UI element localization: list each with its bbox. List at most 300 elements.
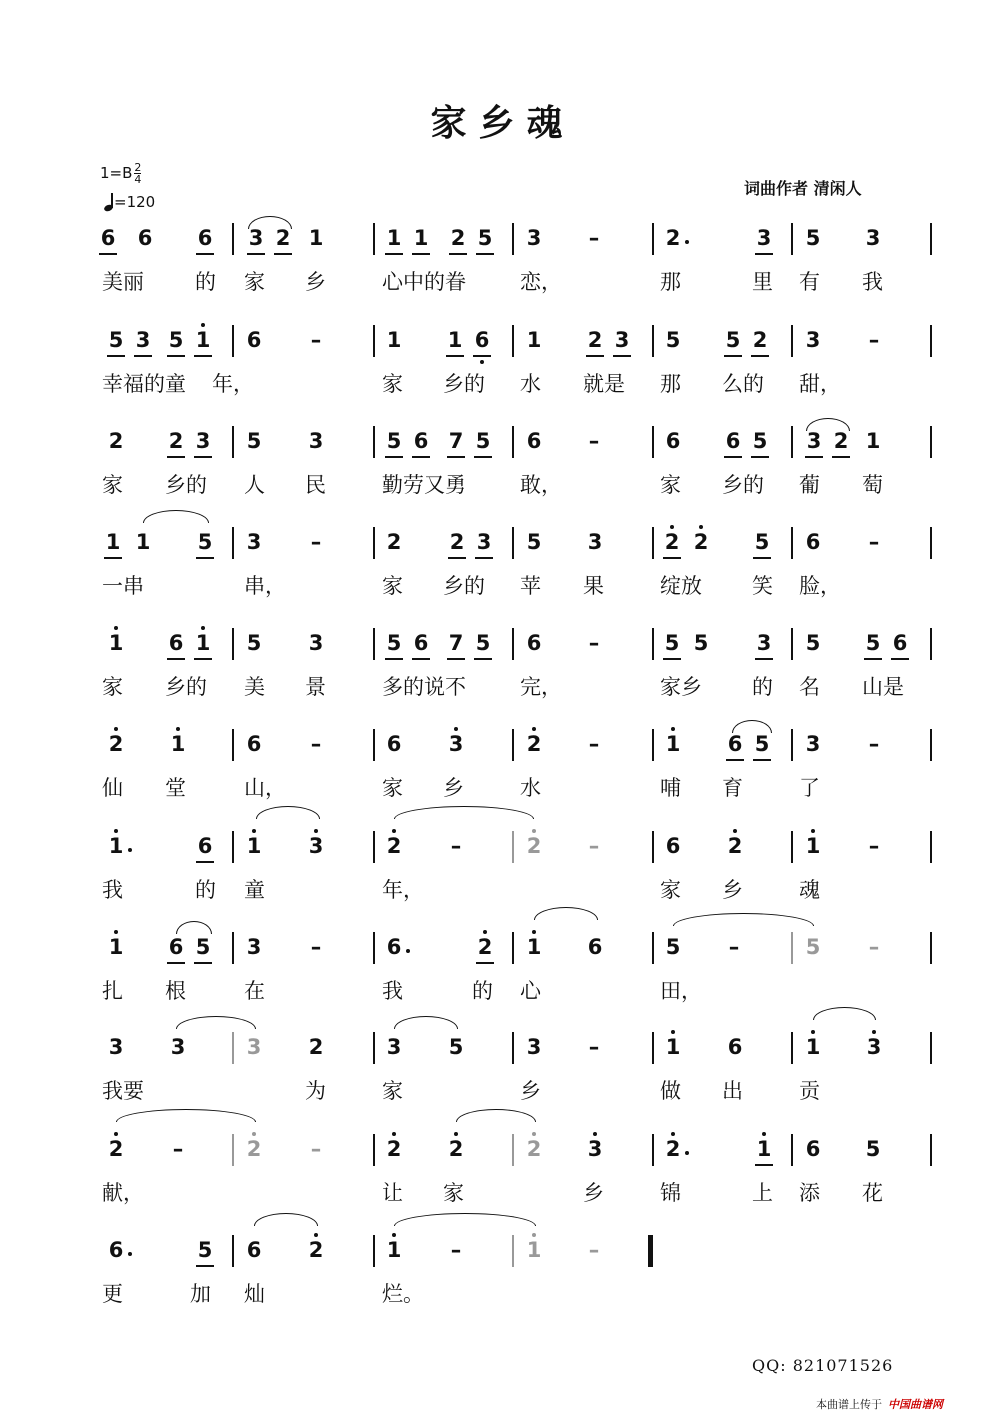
underline (753, 759, 771, 761)
note: 2 (450, 226, 466, 250)
underline (476, 253, 494, 255)
lyric: 添 (799, 1181, 820, 1205)
underline (726, 759, 744, 761)
upload-text: 本曲谱上传于 (816, 1398, 882, 1411)
note: 6 (526, 429, 542, 453)
slur (673, 913, 814, 926)
barline (232, 223, 234, 255)
slur (143, 510, 209, 523)
note: 6 (526, 631, 542, 655)
underline (449, 253, 467, 255)
note: 5 (693, 631, 709, 655)
lyric: 的 (195, 270, 216, 294)
lyric: 葡 (799, 473, 820, 497)
note: 3 (308, 834, 324, 858)
note: 2 (386, 834, 402, 858)
note: 1 (246, 834, 262, 858)
lyric: 年， (382, 878, 424, 902)
note: 6 (100, 226, 116, 250)
note: 5 (475, 429, 491, 453)
lyric: 家 (382, 574, 403, 598)
note: 3 (805, 328, 821, 352)
note: 1 (195, 631, 211, 655)
lyric: 美 (244, 675, 265, 699)
barline (373, 628, 375, 660)
underline (167, 456, 185, 458)
note: 2 (752, 328, 768, 352)
slur (806, 418, 850, 431)
high-octave-dot (392, 1132, 396, 1136)
note: 1 (805, 834, 821, 858)
high-octave-dot (483, 930, 487, 934)
note: – (588, 1238, 600, 1262)
note: 1 (108, 631, 124, 655)
underline (751, 456, 769, 458)
note: 5 (246, 631, 262, 655)
note: 2 (693, 530, 709, 554)
lyric: 育 (722, 776, 743, 800)
lyric: 加 (190, 1282, 211, 1306)
barline (791, 325, 793, 357)
note: – (310, 530, 322, 554)
lyric: 乡的 (443, 574, 485, 598)
note: 1 (413, 226, 429, 250)
barline (791, 628, 793, 660)
lyric: 童 (244, 878, 265, 902)
note: 6 (805, 1137, 821, 1161)
underline (755, 1164, 773, 1166)
note: 1 (386, 226, 402, 250)
lyric: 烂。 (382, 1282, 424, 1306)
lyric: 乡的 (722, 473, 764, 497)
note: 6 (413, 429, 429, 453)
note: 3 (246, 935, 262, 959)
site-logo: 中国曲谱网 (888, 1398, 943, 1411)
slur (813, 1007, 876, 1020)
high-octave-dot (670, 525, 674, 529)
note: 6 (137, 226, 153, 250)
high-octave-dot (454, 727, 458, 731)
note: – (588, 226, 600, 250)
lyric: 人 (244, 473, 265, 497)
note: 3 (866, 1035, 882, 1059)
note: 5 (168, 328, 184, 352)
underline (196, 1265, 214, 1267)
underline (663, 658, 681, 660)
barline (232, 325, 234, 357)
note: 3 (246, 1035, 262, 1059)
barline (791, 729, 793, 761)
underline (864, 658, 882, 660)
note: 2 (108, 732, 124, 756)
note: 6 (665, 834, 681, 858)
high-octave-dot (114, 930, 118, 934)
lyric: 乡 (520, 1079, 541, 1103)
high-octave-dot (176, 727, 180, 731)
lyric: 一串 (102, 574, 144, 598)
note: 3 (448, 732, 464, 756)
note: 6 (665, 429, 681, 453)
note: 3 (308, 631, 324, 655)
note: 1 (195, 328, 211, 352)
lyric: 家 (102, 473, 123, 497)
underline (751, 355, 769, 357)
note: 2 (275, 226, 291, 250)
note: 1 (105, 530, 121, 554)
lyric: 完， (520, 675, 562, 699)
note: 1 (386, 328, 402, 352)
barline (652, 628, 654, 660)
lyric: 家 (382, 1079, 403, 1103)
underline (385, 253, 403, 255)
note: 3 (587, 530, 603, 554)
lyric: 多的说不 (382, 675, 466, 699)
underline (753, 557, 771, 559)
lyric: 笑 (752, 574, 773, 598)
barline (652, 527, 654, 559)
note: 3 (756, 226, 772, 250)
barline (232, 831, 234, 863)
barline (930, 1134, 932, 1166)
barline (512, 426, 514, 458)
note: – (450, 1238, 462, 1262)
lyric: 乡的 (165, 473, 207, 497)
note: 6 (727, 732, 743, 756)
note: 2 (727, 834, 743, 858)
upload-footer (816, 1396, 943, 1412)
underline (104, 557, 122, 559)
note: 2 (449, 530, 465, 554)
note: 6 (197, 226, 213, 250)
barline (373, 1134, 375, 1166)
note: 6 (727, 1035, 743, 1059)
note: 1 (108, 834, 124, 858)
barline (930, 325, 932, 357)
lyric: 山是 (862, 675, 904, 699)
underline (194, 658, 212, 660)
note: 1 (135, 530, 151, 554)
note: 2 (168, 429, 184, 453)
note: 6 (246, 328, 262, 352)
slur (534, 907, 598, 920)
barline (930, 223, 932, 255)
barline (232, 729, 234, 761)
note: – (588, 631, 600, 655)
lyric: 家 (660, 878, 681, 902)
lyric: 景 (305, 675, 326, 699)
underline (724, 355, 742, 357)
barline (232, 1032, 234, 1064)
author-credit: 词曲作者 清闲人 (744, 179, 862, 198)
lyric: 敢， (520, 473, 562, 497)
lyric: 我 (382, 979, 403, 1003)
slur (176, 1016, 256, 1029)
slur (256, 806, 320, 819)
note: 5 (195, 935, 211, 959)
lyric: 脸， (799, 574, 841, 598)
barline (652, 831, 654, 863)
underline (194, 962, 212, 964)
underline (412, 456, 430, 458)
high-octave-dot (532, 727, 536, 731)
lyric: 家 (660, 473, 681, 497)
note: 3 (108, 1035, 124, 1059)
lyric: 根 (165, 979, 186, 1003)
barline (652, 325, 654, 357)
lyric: 勤劳又勇 (382, 473, 466, 497)
barline (232, 1235, 234, 1267)
lyric: 哺 (660, 776, 681, 800)
lyric: 为 (305, 1079, 326, 1103)
note: – (868, 732, 880, 756)
lyric: 幸福的童 (102, 372, 186, 396)
note: 5 (246, 429, 262, 453)
underline (805, 456, 823, 458)
barline (791, 1134, 793, 1166)
underline (474, 658, 492, 660)
note: 1 (865, 429, 881, 453)
lyric: 在 (244, 979, 265, 1003)
note: – (728, 935, 740, 959)
barline (232, 527, 234, 559)
barline (791, 1032, 793, 1064)
lyric: 山， (244, 776, 286, 800)
note: – (588, 732, 600, 756)
note: – (450, 834, 462, 858)
underline (107, 355, 125, 357)
underline (167, 658, 185, 660)
note: 2 (526, 1137, 542, 1161)
lyric: 出 (722, 1079, 743, 1103)
low-octave-dot (480, 360, 484, 364)
barline (232, 932, 234, 964)
lyric: 那 (660, 270, 681, 294)
note: 5 (665, 935, 681, 959)
note: 3 (805, 732, 821, 756)
barline (512, 1235, 514, 1267)
slur (176, 921, 212, 934)
high-octave-dot (252, 829, 256, 833)
slur (394, 1016, 458, 1029)
underline (663, 557, 681, 559)
barline (652, 426, 654, 458)
lyric: 有 (799, 270, 820, 294)
note: 6 (386, 732, 402, 756)
lyric: 萄 (862, 473, 883, 497)
note: – (310, 732, 322, 756)
high-octave-dot (114, 626, 118, 630)
lyric: 乡 (722, 878, 743, 902)
slur (394, 1213, 536, 1226)
underline (134, 355, 152, 357)
high-octave-dot (392, 829, 396, 833)
note: 6 (587, 935, 603, 959)
barline (930, 831, 932, 863)
note: 5 (865, 631, 881, 655)
lyric: 水 (520, 372, 541, 396)
note: 3 (806, 429, 822, 453)
slur (732, 720, 772, 733)
note: 5 (665, 328, 681, 352)
lyric: 果 (583, 574, 604, 598)
note: 2 (833, 429, 849, 453)
note: 5 (664, 631, 680, 655)
note: 3 (248, 226, 264, 250)
note: 5 (805, 935, 821, 959)
note: 1 (526, 1238, 542, 1262)
lyric: 心中的眷 (382, 270, 466, 294)
note: 5 (448, 1035, 464, 1059)
underline (613, 355, 631, 357)
barline (373, 729, 375, 761)
note: 1 (805, 1035, 821, 1059)
barline (373, 527, 375, 559)
high-octave-dot (671, 727, 675, 731)
barline (791, 426, 793, 458)
note: 2 (386, 530, 402, 554)
high-octave-dot (114, 727, 118, 731)
barline (791, 831, 793, 863)
lyric: 贡 (799, 1079, 820, 1103)
lyric: 花 (862, 1181, 883, 1205)
lyric: 灿 (244, 1282, 265, 1306)
lyric: 那 (660, 372, 681, 396)
note: 5 (865, 1137, 881, 1161)
underline (196, 861, 214, 863)
lyric: 乡的 (443, 372, 485, 396)
underline (247, 253, 265, 255)
note: 5 (754, 530, 770, 554)
high-octave-dot (114, 1132, 118, 1136)
lyric: 家乡 (660, 675, 702, 699)
note: 5 (197, 1238, 213, 1262)
underline (475, 557, 493, 559)
lyric: 魂 (799, 878, 820, 902)
underline (755, 658, 773, 660)
barline (232, 1134, 234, 1166)
augmentation-dot (128, 848, 132, 852)
note: 6 (805, 530, 821, 554)
barline (512, 527, 514, 559)
barline (232, 628, 234, 660)
note: 3 (526, 1035, 542, 1059)
underline (586, 355, 604, 357)
slur (254, 1213, 318, 1226)
note: 3 (865, 226, 881, 250)
high-octave-dot (733, 829, 737, 833)
time-sig-denominator: 4 (134, 173, 142, 186)
final-barline (648, 1235, 653, 1267)
note: 3 (135, 328, 151, 352)
lyric: 就是 (583, 372, 625, 396)
note: 1 (526, 328, 542, 352)
barline (791, 527, 793, 559)
lyric: 的 (195, 878, 216, 902)
lyric: 的 (472, 979, 493, 1003)
barline (930, 1032, 932, 1064)
note: 7 (448, 429, 464, 453)
slur (456, 1109, 536, 1122)
barline (512, 223, 514, 255)
underline (274, 253, 292, 255)
augmentation-dot (685, 1151, 689, 1155)
lyric: 家 (102, 675, 123, 699)
note: 1 (447, 328, 463, 352)
underline (474, 456, 492, 458)
underline (891, 658, 909, 660)
note: 5 (475, 631, 491, 655)
barline (652, 223, 654, 255)
note: 6 (892, 631, 908, 655)
note: 6 (197, 834, 213, 858)
lyric: 水 (520, 776, 541, 800)
high-octave-dot (532, 1132, 536, 1136)
note: 1 (665, 1035, 681, 1059)
underline (385, 456, 403, 458)
barline (652, 932, 654, 964)
barline (930, 628, 932, 660)
slur (248, 216, 292, 229)
note: 3 (386, 1035, 402, 1059)
note: 1 (756, 1137, 772, 1161)
note: 6 (246, 1238, 262, 1262)
underline (448, 557, 466, 559)
high-octave-dot (762, 1132, 766, 1136)
note: 1 (108, 935, 124, 959)
underline (724, 456, 742, 458)
note: – (588, 1035, 600, 1059)
note: 5 (386, 631, 402, 655)
note: 5 (477, 226, 493, 250)
high-octave-dot (593, 1132, 597, 1136)
lyric: 乡 (583, 1181, 604, 1205)
underline (473, 355, 491, 357)
note: 7 (448, 631, 464, 655)
high-octave-dot (811, 1030, 815, 1034)
note: 3 (526, 226, 542, 250)
barline (930, 426, 932, 458)
high-octave-dot (114, 829, 118, 833)
lyric: 的 (752, 675, 773, 699)
lyric: 让 (382, 1181, 403, 1205)
barline (512, 1032, 514, 1064)
lyric: 家 (244, 270, 265, 294)
note: 2 (587, 328, 603, 352)
lyric: 扎 (102, 979, 123, 1003)
lyric: 里 (752, 270, 773, 294)
barline (930, 527, 932, 559)
barline (373, 831, 375, 863)
high-octave-dot (454, 1132, 458, 1136)
lyric: 苹 (520, 574, 541, 598)
slur (394, 806, 534, 819)
lyric: 乡的 (165, 675, 207, 699)
lyric: 乡 (305, 270, 326, 294)
note: 3 (195, 429, 211, 453)
note: 2 (308, 1035, 324, 1059)
underline (412, 253, 430, 255)
note: 6 (108, 1238, 124, 1262)
note: 6 (413, 631, 429, 655)
underline (446, 355, 464, 357)
note: – (172, 1137, 184, 1161)
high-octave-dot (532, 930, 536, 934)
lyric: 恋， (520, 270, 562, 294)
lyric: 我 (102, 878, 123, 902)
barline (652, 1134, 654, 1166)
note: – (588, 429, 600, 453)
note: 2 (386, 1137, 402, 1161)
